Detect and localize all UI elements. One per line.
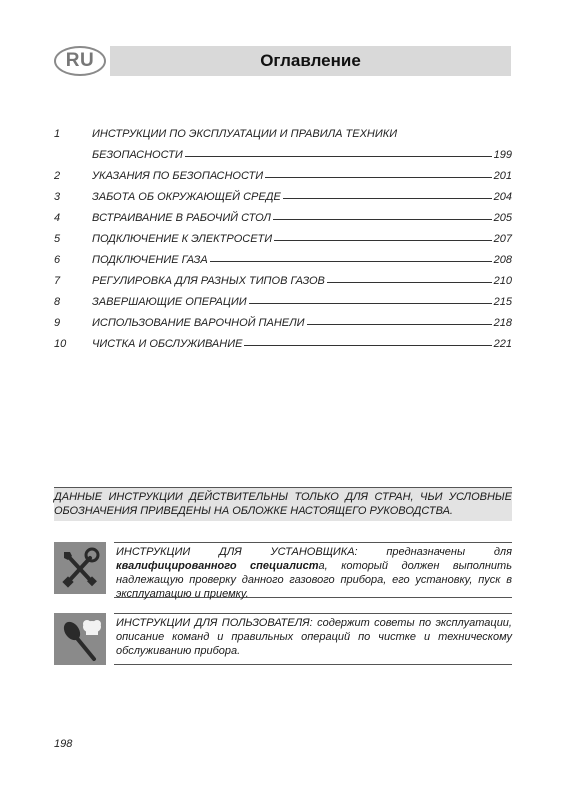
toc-item-number: 9 — [54, 317, 61, 329]
toc-item[interactable] — [54, 338, 512, 359]
toc-leader-line — [327, 282, 492, 283]
toc-item-page: 208 — [493, 254, 512, 266]
toc-item-page: 218 — [493, 317, 512, 329]
chef-spoon-icon — [54, 613, 106, 665]
toc-item-continuation[interactable] — [54, 149, 512, 170]
toc-item-page: 199 — [493, 149, 512, 161]
wrench-screwdriver-icon — [54, 542, 106, 594]
installer-text-a: предназначены для — [357, 546, 512, 558]
user-text — [114, 613, 512, 665]
title-bar — [110, 46, 511, 76]
toc-item-title: ИСПОЛЬЗОВАНИЕ ВАРОЧНОЙ ПАНЕЛИ — [92, 317, 305, 329]
toc-leader-line — [273, 219, 492, 220]
toc-item-number: 5 — [54, 233, 61, 245]
toc-leader-line — [210, 261, 492, 262]
toc-item-title: ЧИСТКА И ОБСЛУЖИВАНИЕ — [92, 338, 243, 350]
toc-item-title: БЕЗОПАСНОСТИ — [92, 149, 183, 161]
installer-text-b: а, который должен выполнить надлежащую проверку данного газового прибора, его установку, пуск в эксплуатацию и приемку. — [116, 560, 512, 600]
toc-item-title: УКАЗАНИЯ ПО БЕЗОПАСНОСТИ — [92, 170, 264, 182]
toc-item-number: 2 — [54, 170, 61, 182]
toc-leader-line — [283, 198, 492, 199]
user-lead: ИНСТРУКЦИИ ДЛЯ ПОЛЬЗОВАТЕЛЯ: — [116, 617, 313, 629]
toc-item-title: ЗАБОТА ОБ ОКРУЖАЮЩЕЙ СРЕДЕ — [92, 191, 281, 203]
toc-item-title: ИНСТРУКЦИИ ПО ЭКСПЛУАТАЦИИ И ПРАВИЛА ТЕХНИКИ — [92, 128, 398, 140]
toc-leader-line — [265, 177, 491, 178]
toc-leader-line — [274, 240, 491, 241]
toc-item-number: 6 — [54, 254, 61, 266]
toc-item-page: 210 — [493, 275, 512, 287]
toc-item-page: 207 — [493, 233, 512, 245]
toc-item-page: 221 — [493, 338, 512, 350]
toc-item[interactable] — [54, 128, 512, 149]
toc-item-number: 8 — [54, 296, 61, 308]
user-instructions — [54, 613, 512, 665]
toc-item[interactable] — [54, 170, 512, 191]
toc-item-page: 201 — [493, 170, 512, 182]
toc-item-number: 7 — [54, 275, 61, 287]
toc-item[interactable] — [54, 254, 512, 275]
toc-item-page: 204 — [493, 191, 512, 203]
toc-item-number: 3 — [54, 191, 61, 203]
toc-item-title: ЗАВЕРШАЮЩИЕ ОПЕРАЦИИ — [92, 296, 247, 308]
page-title: Оглавление — [260, 51, 361, 70]
toc-item-number: 1 — [54, 128, 61, 140]
toc-item-number: 4 — [54, 212, 61, 224]
language-badge: RU — [54, 46, 106, 76]
toc-item-page: 205 — [493, 212, 512, 224]
installer-instructions — [54, 542, 512, 598]
toc-leader-line — [244, 345, 491, 346]
page-number: 198 — [54, 738, 73, 750]
toc-item-title: РЕГУЛИРОВКА ДЛЯ РАЗНЫХ ТИПОВ ГАЗОВ — [92, 275, 325, 287]
table-of-contents — [54, 128, 512, 359]
validity-notice: ДАННЫЕ ИНСТРУКЦИИ ДЕЙСТВИТЕЛЬНЫ ТОЛЬКО ДЛЯ СТРАН, ЧЬИ УСЛОВНЫЕ ОБОЗНАЧЕНИЯ ПРИВЕДЕНЫ НА ОБЛОЖКЕ НАСТОЯЩЕГО РУКОВОДСТВА. — [54, 487, 512, 521]
toc-item-title: ВСТРАИВАНИЕ В РАБОЧИЙ СТОЛ — [92, 212, 271, 224]
toc-item[interactable] — [54, 191, 512, 212]
toc-item[interactable] — [54, 212, 512, 233]
user-text-body: содержит советы по эксплуатации, описание команд и правильных операций по чистке и техническому обслуживанию прибора. — [116, 617, 512, 657]
installer-bold: квалифицированного специалист — [116, 560, 319, 572]
toc-item-page: 215 — [493, 296, 512, 308]
installer-text — [114, 542, 512, 598]
toc-leader-line — [185, 156, 492, 157]
toc-item[interactable] — [54, 317, 512, 338]
toc-item[interactable] — [54, 275, 512, 296]
toc-item-title: ПОДКЛЮЧЕНИЕ К ЭЛЕКТРОСЕТИ — [92, 233, 273, 245]
toc-item-number: 10 — [54, 338, 67, 350]
toc-item[interactable] — [54, 296, 512, 317]
toc-leader-line — [307, 324, 492, 325]
toc-item[interactable] — [54, 233, 512, 254]
toc-item-title: ПОДКЛЮЧЕНИЕ ГАЗА — [92, 254, 208, 266]
toc-leader-line — [249, 303, 492, 304]
installer-lead: ИНСТРУКЦИИ ДЛЯ УСТАНОВЩИКА: — [116, 546, 358, 558]
